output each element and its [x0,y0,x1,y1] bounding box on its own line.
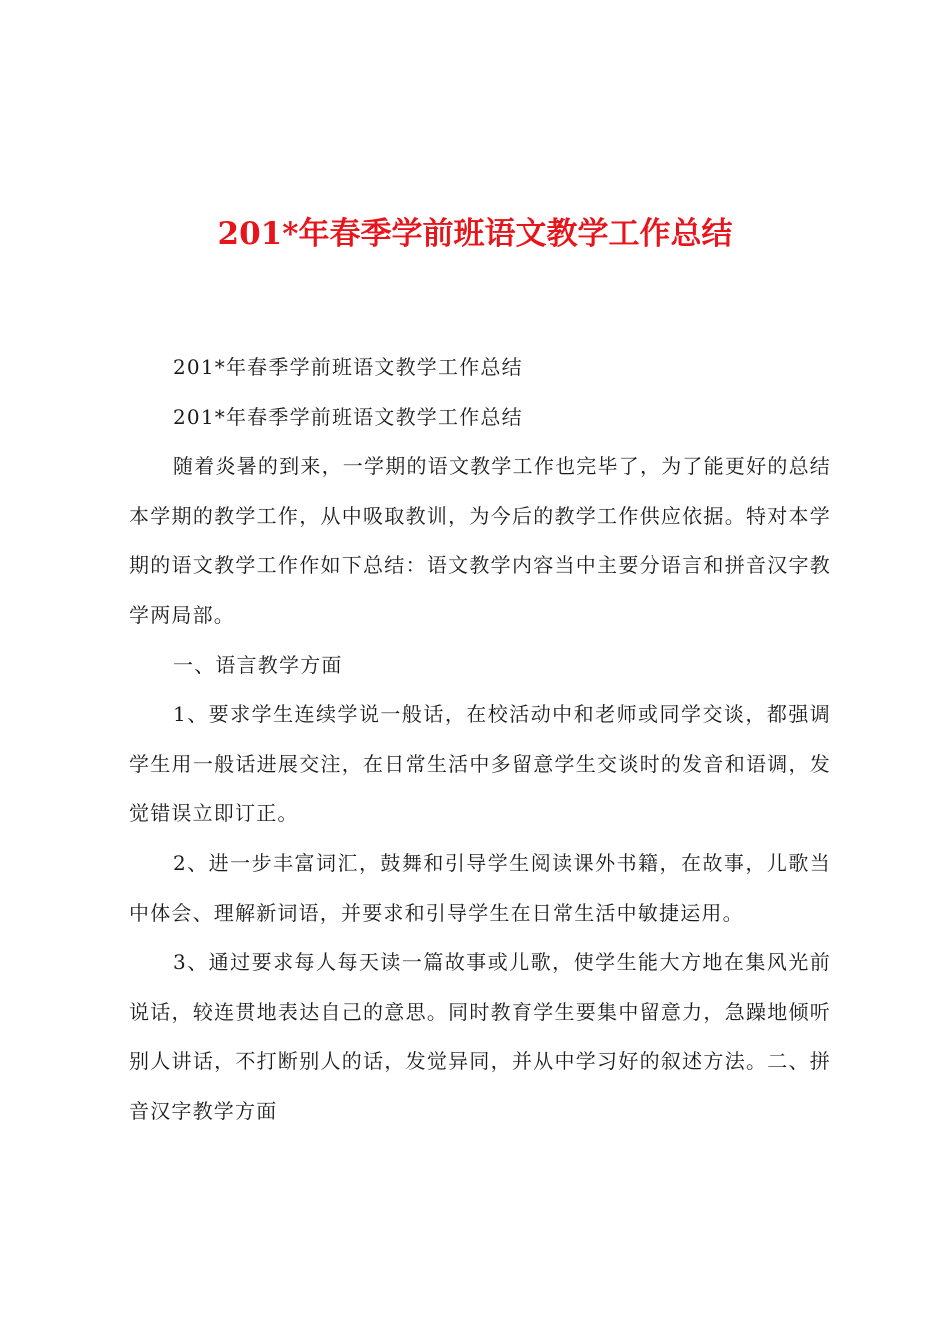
section-heading-language: 一、语言教学方面 [173,652,343,677]
paragraph-heading-repeat-1: 201*年春季学前班语文教学工作总结 [173,355,523,379]
document-body [129,343,831,1137]
document-title: 201*年春季学前班语文教学工作总结 [217,216,733,252]
paragraph-item-3: 3、通过要求每人每天读一篇故事或儿歌，使学生能大方地在集风光前说话，较连贯地表达自己的意思。同时教育学生要集中留意力，急躁地倾听别人讲话，不打断别人的话，发觉异同，并从中学习好的叙述方法。二、拼音汉字教学方面 [129,950,831,1123]
paragraph-heading-repeat-2: 201*年春季学前班语文教学工作总结 [173,404,523,429]
paragraph-item-1: 1、要求学生连续学说一般话，在校活动中和老师或同学交谈，都强调学生用一般话进展交注，在日常生活中多留意学生交谈时的发音和语调，发觉错误立即订正。 [129,702,831,826]
paragraph-intro: 随着炎暑的到来，一学期的语文教学工作也完毕了，为了能更好的总结本学期的教学工作，从中吸取教训，为今后的教学工作供应依据。特对本学期的语文教学工作作如下总结：语文教学内容当中主要分语言和拼音汉字教学两局部。 [129,454,831,627]
paragraph-item-2: 2、进一步丰富词汇，鼓舞和引导学生阅读课外书籍，在故事，儿歌当中体会、理解新词语，并要求和引导学生在日常生活中敏捷运用。 [129,850,831,925]
